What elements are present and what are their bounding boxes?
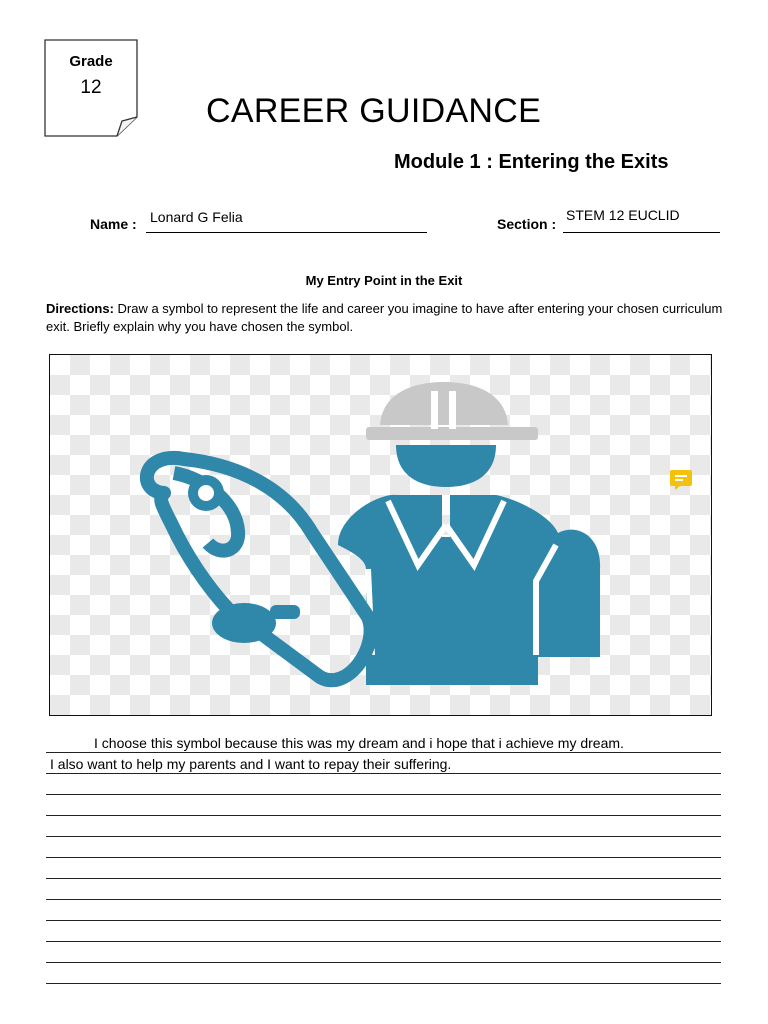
comment-icon[interactable]: [670, 470, 692, 490]
answer-line[interactable]: [46, 858, 721, 879]
blueprint-roll-icon: [147, 458, 371, 680]
section-label: Section :: [497, 216, 557, 232]
answer-line[interactable]: [46, 732, 721, 753]
grade-label: Grade: [69, 53, 113, 70]
answer-line[interactable]: [46, 795, 721, 816]
answer-text: I also want to help my parents and I want to repay their suffering.: [50, 756, 452, 772]
section-value: STEM 12 EUCLID: [566, 207, 680, 223]
directions-body: Draw a symbol to represent the life and career you imagine to have after entering your chosen curriculum exit. Briefly explain why you have chosen the symbol.: [46, 301, 723, 334]
engineer-with-blueprint-icon: [50, 355, 711, 715]
grade-badge: [44, 39, 138, 137]
answer-line[interactable]: [46, 879, 721, 900]
answer-line[interactable]: [46, 774, 721, 795]
drawing-area: [49, 354, 712, 716]
answer-line[interactable]: [46, 900, 721, 921]
directions-label: Directions:: [46, 301, 114, 316]
grade-number: 12: [80, 77, 102, 98]
answer-text: I choose this symbol because this was my dream and i hope that i achieve my dream.: [94, 735, 624, 751]
answer-line[interactable]: [46, 816, 721, 837]
module-subtitle: Module 1 : Entering the Exits: [394, 151, 669, 173]
name-label: Name :: [90, 216, 137, 232]
answer-line[interactable]: [46, 837, 721, 858]
page-title: CAREER GUIDANCE: [206, 92, 542, 130]
activity-heading: My Entry Point in the Exit: [305, 273, 463, 288]
name-value: Lonard G Felia: [150, 209, 243, 225]
section-field[interactable]: [563, 207, 720, 233]
answer-line[interactable]: [46, 942, 721, 963]
answer-line[interactable]: [46, 963, 721, 984]
answer-lines: [46, 732, 721, 984]
answer-line[interactable]: [46, 753, 721, 774]
name-field[interactable]: [146, 209, 427, 233]
answer-line[interactable]: [46, 921, 721, 942]
directions-text: [46, 300, 726, 336]
